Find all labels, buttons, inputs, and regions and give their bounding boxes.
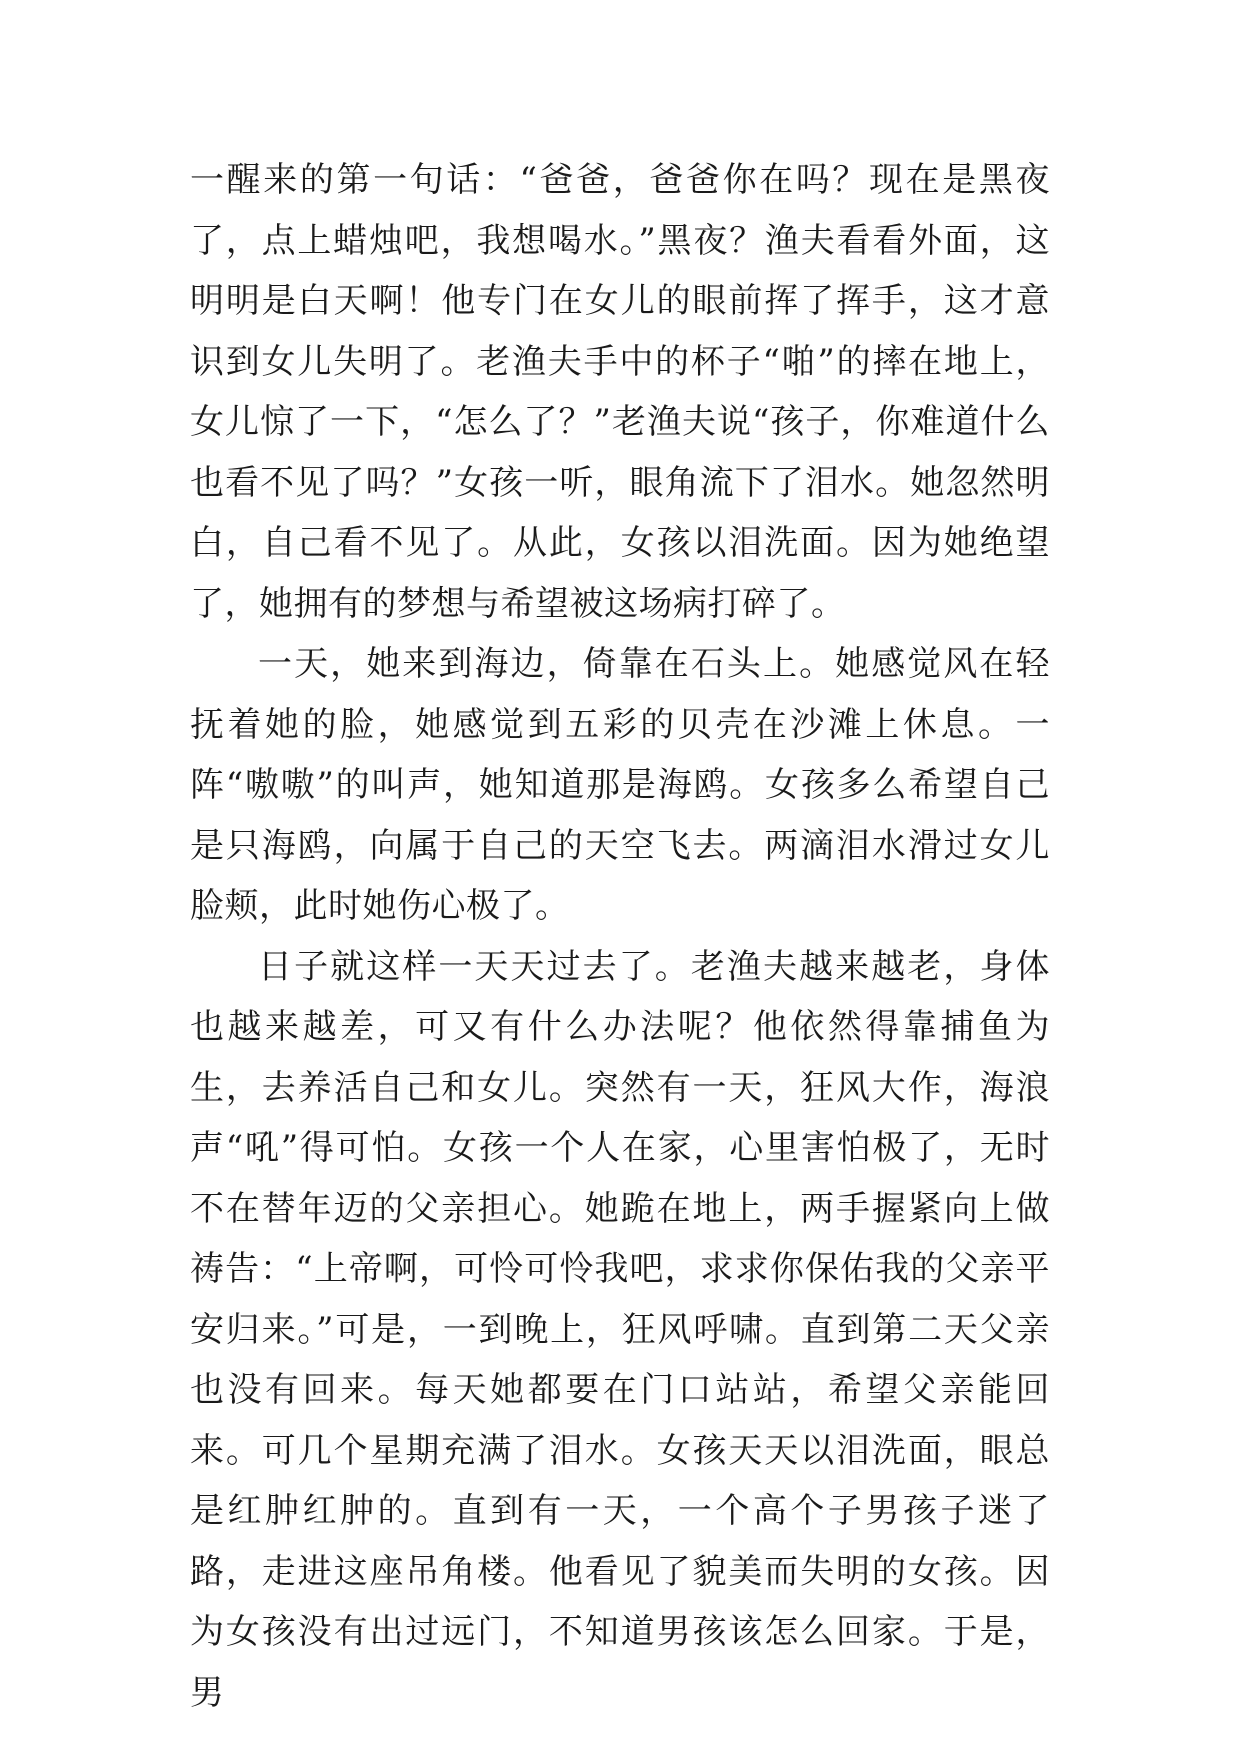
paragraph-1: 一醒来的第一句话：“爸爸，爸爸你在吗？现在是黑夜了，点上蜡烛吧，我想喝水。”黑夜？渔夫看看外面，这明明是白天啊！他专门在女儿的眼前挥了挥手，这才意识到女儿失明了。老渔夫手中的杯子“啪”的摔在地上，女儿惊了一下，“怎么了？”老渔夫说“孩子，你难道什么也看不见了吗？”女孩一听，眼角流下了泪水。她忽然明白，自己看不见了。从此，女孩以泪洗面。因为她绝望了，她拥有的梦想与希望被这场病打碎了。 [190, 160, 1050, 624]
paragraph-2: 一天，她来到海边，倚靠在石头上。她感觉风在轻抚着她的脸，她感觉到五彩的贝壳在沙滩上休息。一阵“嗷嗷”的叫声，她知道那是海鸥。女孩多么希望自己是只海鸥，向属于自己的天空飞去。两滴泪水滑过女儿脸颊，此时她伤心极了。 [190, 644, 1050, 926]
paragraph-3: 日子就这样一天天过去了。老渔夫越来越老，身体也越来越差，可又有什么办法呢？他依然得靠捕鱼为生，去养活自己和女儿。突然有一天，狂风大作，海浪声“吼”得可怕。女孩一个人在家，心里害怕极了，无时不在替年迈的父亲担心。她跪在地上，两手握紧向上做祷告：“上帝啊，可怜可怜我吧，求求你保佑我的父亲平安归来。”可是，一到晚上，狂风呼啸。直到第二天父亲也没有回来。每天她都要在门口站站，希望父亲能回来。可几个星期充满了泪水。女孩天天以泪洗面，眼总是红肿红肿的。直到有一天，一个高个子男孩子迷了路，走进这座吊角楼。他看见了貌美而失明的女孩。因为女孩没有出过远门，不知道男孩该怎么回家。于是，男 [190, 946, 1050, 1713]
document-body [190, 150, 1050, 1723]
